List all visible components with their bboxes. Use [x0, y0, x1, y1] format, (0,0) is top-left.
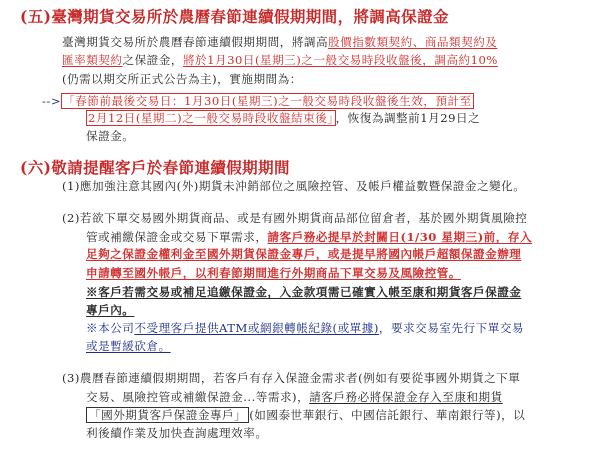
text-line [86, 425, 267, 442]
text-line [62, 370, 520, 387]
text-line [86, 389, 503, 406]
text-run: 保證金。 [86, 129, 135, 143]
section-heading-6: (六)敬請提醒客戶於春節連續假期期間 [20, 158, 290, 177]
text-line [62, 52, 498, 69]
text-run: 之保證金， [122, 53, 183, 67]
notice-box [84, 319, 562, 358]
text-line [86, 229, 532, 246]
text-run: (2)若欲下單交易國外期貨商品、或是有國外期貨商品部位留倉者，基於國外期貨風險控 [62, 211, 528, 225]
text-run: ※客戶若需交易或補足追繳保證金，入金款項需已確實入帳至康和期貨客戶保證金 [86, 285, 522, 299]
text-run: 或是暫緩砍倉。 [86, 339, 171, 353]
text-run: 請客戶務必將保證金存入至康和期貨 [309, 390, 503, 404]
text-line [62, 71, 302, 88]
text-run: 臺灣期貨交易所於農曆春節連續假期期間，將調高 [62, 35, 329, 49]
text-run: (如國泰世華銀行、中國信託銀行、華南銀行等)，以 [249, 408, 526, 422]
text-run: ，要求交易室先行下單交易 [378, 321, 525, 335]
text-line [62, 210, 527, 227]
text-run: ※本公司 [86, 321, 135, 335]
text-line [86, 284, 521, 301]
text-run: 專戶內。 [86, 303, 135, 317]
text-run: (1)應加強注意其國內(外)期貨未沖銷部位之風險控管、及帳戶權益數暨保證金之變化。 [62, 179, 526, 193]
text-line [86, 265, 461, 282]
text-line [86, 110, 480, 127]
text-run: (仍需以期交所正式公告為主)，實施期間為： [62, 72, 302, 86]
text-run: 不受理客戶提供ATM或網銀轉帳紀錄(或單據) [134, 321, 379, 335]
text-run: 管或補繳保證金或交易下單需求， [86, 230, 268, 244]
text-run: 匯率類契約 [62, 53, 123, 67]
text-run: 「國外期貨客戶保證金專戶」 [86, 407, 249, 423]
text-line [42, 93, 474, 110]
text-run: --> [42, 94, 62, 108]
text-line [62, 34, 497, 51]
text-run: 2月12日(星期二)之一般交易時段收盤結束後」 [88, 111, 334, 125]
text-run: 利後續作業及加快查詢處理效率。 [86, 426, 268, 440]
text-line [62, 178, 525, 195]
text-run: 申請轉至國外帳戶，以利春節期間進行外期商品下單交易及風險控管。 [86, 266, 461, 280]
text-line [86, 302, 134, 319]
text-run: 股價指數類契約、商品類契約及 [328, 35, 498, 49]
text-run: 將於1月30日(星期三)之一般交易時段收盤後，調高約10% [182, 53, 498, 67]
text-run: (3)農曆春節連續假期期間，若客戶有存入保證金需求者(例如有要從事國外期貨之下單 [62, 371, 521, 385]
section-heading-5: (五)臺灣期貨交易所於農曆春節連續假期期間，將調高保證金 [20, 7, 449, 26]
text-run: ，恢復為調整前1月29日之 [335, 111, 481, 125]
text-run: 「春節前最後交易日：1月30日(星期三)之一般交易時段收盤後生效，預計至 [63, 94, 472, 108]
text-line [86, 128, 134, 145]
text-run: 交易、風險控管或補繳保證金...等需求)， [86, 390, 310, 404]
text-line [86, 246, 521, 263]
text-run: 足夠之保證金權利金至國外期貨保證金專戶，或是提早將國內帳戶超額保證金辦理 [86, 247, 522, 261]
text-line [86, 407, 525, 424]
text-run: 請客戶務必提早於封關日(1/30 星期三)前，存入 [267, 230, 533, 244]
